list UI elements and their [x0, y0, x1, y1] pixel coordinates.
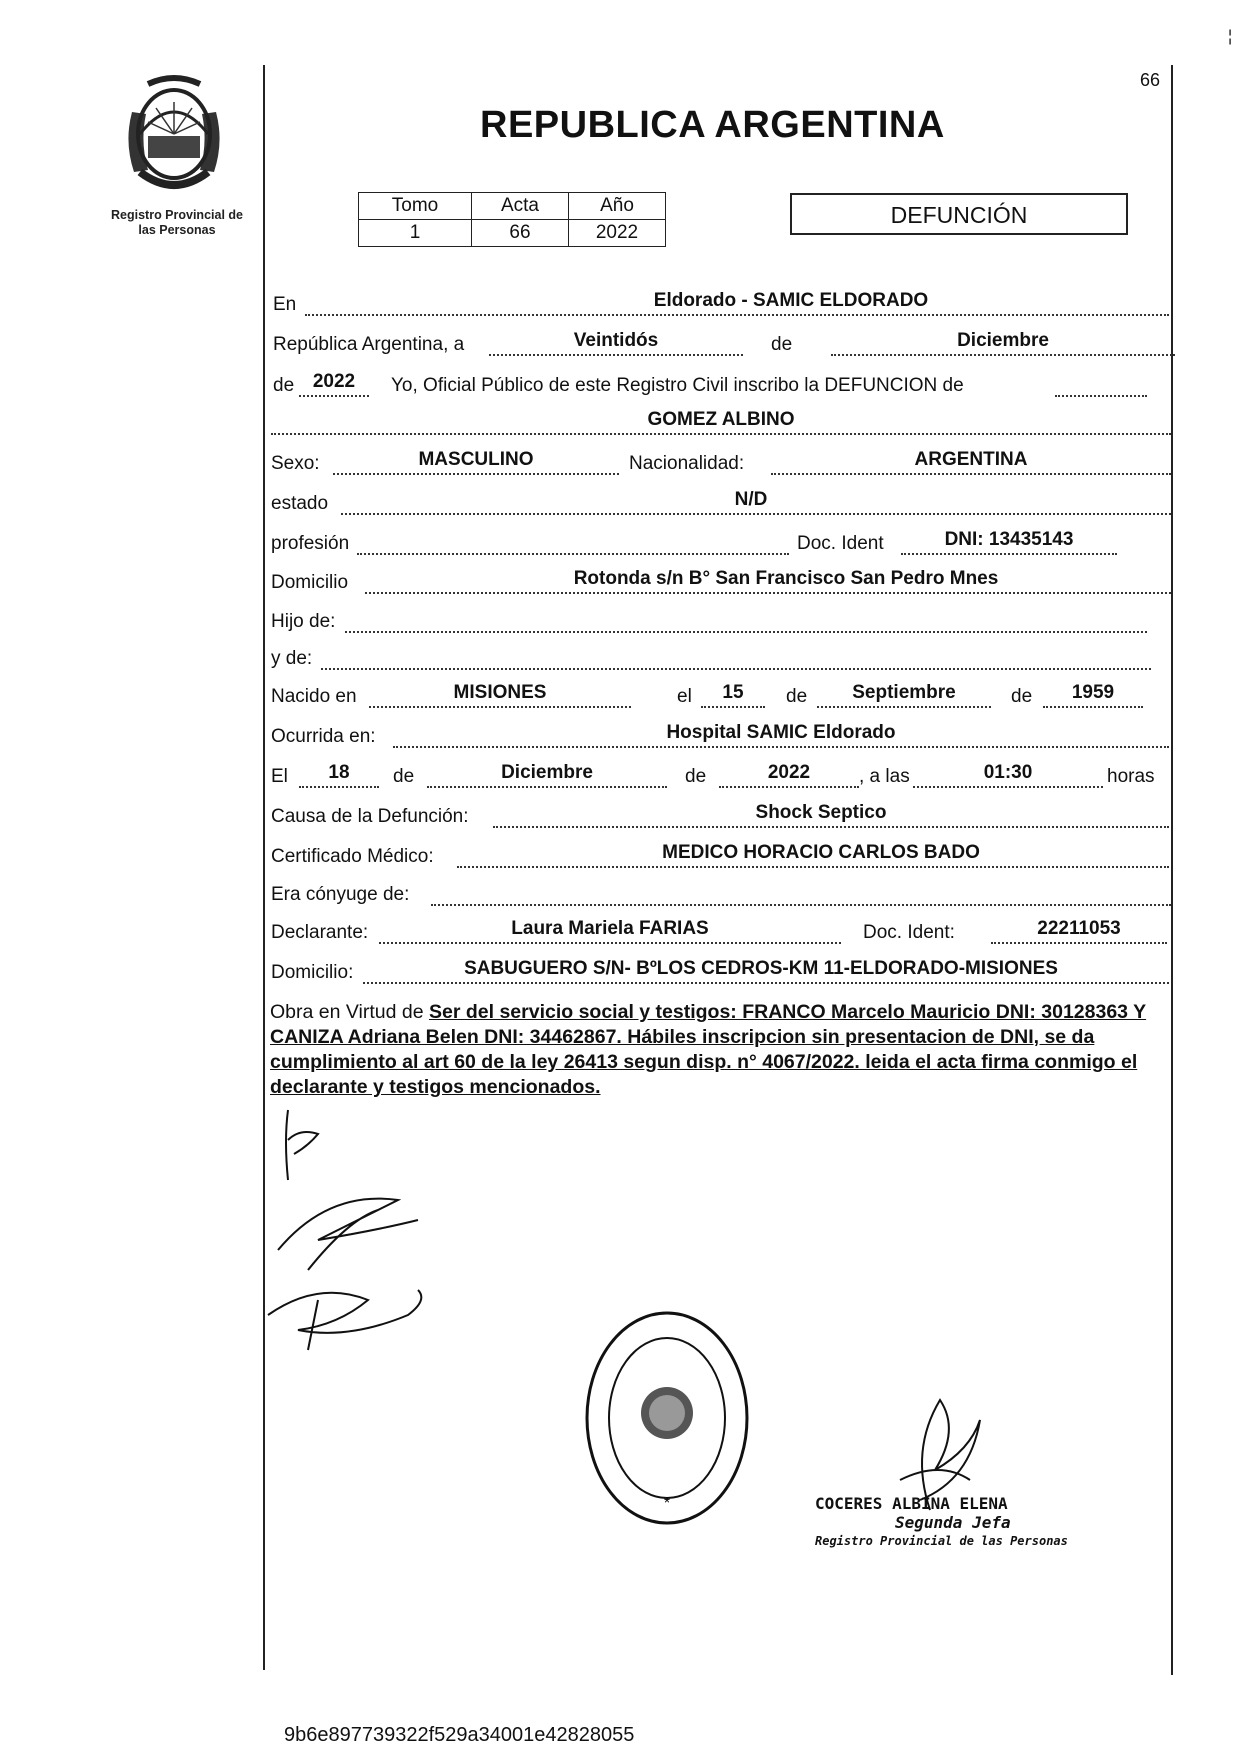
left-border: [263, 65, 265, 1670]
dots: [299, 786, 379, 788]
row-en: [271, 288, 1171, 318]
day-words: Veintidós: [573, 330, 659, 351]
republica-label: República Argentina, a: [273, 334, 465, 355]
row-deceased-name: [271, 407, 1171, 437]
dots: [333, 473, 619, 475]
dots: [345, 631, 1147, 633]
official-org: Registro Provincial de las Personas: [815, 1534, 1068, 1548]
de-label: de: [786, 686, 808, 707]
y-de-label: y de:: [271, 648, 313, 669]
witness-signatures: [258, 1100, 438, 1360]
act-table-value-row: [359, 220, 666, 247]
svg-text:*: *: [663, 1495, 671, 1512]
nacido-value: MISIONES: [453, 682, 547, 703]
official-block: [815, 1494, 1068, 1551]
dots: [379, 942, 841, 944]
dots: [431, 904, 1171, 906]
causa-value: Shock Septico: [755, 802, 887, 823]
tomo-value: 1: [359, 220, 472, 247]
row-causa: [271, 800, 1171, 830]
declarante-label: Declarante:: [271, 922, 369, 943]
dots: [365, 592, 1171, 594]
edge-mark: ¦: [1228, 28, 1233, 45]
dots: [299, 395, 369, 397]
de-label: de: [1011, 686, 1033, 707]
death-day: 18: [328, 762, 350, 783]
dots: [771, 473, 1171, 475]
dots: [489, 354, 743, 356]
sexo-label: Sexo:: [271, 453, 320, 474]
dots: [719, 786, 859, 788]
right-border: [1171, 65, 1173, 1675]
domicilio-value: Rotonda s/n B° San Francisco San Pedro Mnes: [573, 568, 999, 589]
registry-label: Registro Provincial de las Personas: [111, 208, 243, 237]
domicilio-label: Domicilio: [271, 572, 349, 593]
page-number: 66: [1140, 70, 1161, 90]
estado-value: N/D: [734, 489, 768, 510]
deceased-name: GOMEZ ALBINO: [647, 409, 795, 430]
decl-doc-value: 22211053: [1037, 918, 1121, 939]
row-year-intro: [271, 369, 1171, 399]
doc-value: DNI: 13435143: [944, 529, 1074, 550]
dots: [991, 942, 1167, 944]
en-value: Eldorado - SAMIC ELDORADO: [653, 290, 929, 311]
decl-domicilio-value: SABUGUERO S/N- BºLOS CEDROS-KM 11-ELDORADO-MISIONES: [464, 958, 1058, 979]
sexo-value: MASCULINO: [418, 449, 534, 470]
dots: [493, 826, 1169, 828]
de-label: de: [685, 766, 707, 787]
birth-day: 15: [722, 682, 744, 703]
profesion-label: profesión: [271, 533, 350, 554]
official-role: Segunda Jefa: [895, 1513, 1011, 1532]
official-name: COCERES ALBINA ELENA: [815, 1494, 1008, 1513]
dots: [913, 786, 1103, 788]
record-type-box: DEFUNCIÓN: [790, 193, 1128, 235]
dots: [305, 314, 1169, 316]
row-republica: [271, 328, 1171, 358]
horas-label: horas: [1107, 766, 1155, 787]
obra-prefix: Obra en Virtud de: [270, 1001, 429, 1023]
doc-label: Doc. Ident: [797, 533, 884, 554]
decl-doc-label: Doc. Ident:: [863, 922, 955, 943]
dots: [321, 668, 1151, 670]
decl-domicilio-label: Domicilio:: [271, 962, 354, 983]
nacionalidad-value: ARGENTINA: [914, 449, 1028, 470]
row-profesion: [271, 527, 1171, 557]
act-table-header-row: [359, 193, 666, 220]
document-hash: 9b6e897739322f529a34001e42828055: [284, 1724, 635, 1746]
dots: [831, 354, 1175, 356]
dots: [369, 706, 631, 708]
dots: [357, 553, 789, 555]
de-label: de: [393, 766, 415, 787]
registry-stamp: [582, 1308, 752, 1528]
dots: [817, 706, 991, 708]
row-sexo: [271, 447, 1171, 477]
row-y-de: [271, 642, 1171, 672]
death-month: Diciembre: [501, 762, 593, 783]
de-label: de: [771, 334, 793, 355]
row-death-date: [271, 760, 1171, 790]
row-domicilio: [271, 566, 1171, 596]
el-label: el: [677, 686, 692, 707]
dots: [363, 982, 1169, 984]
col-acta-header: Acta: [472, 193, 569, 220]
anio-value: 2022: [569, 220, 666, 247]
dots: [341, 513, 1171, 515]
dots: [271, 433, 1171, 435]
dots: [457, 866, 1169, 868]
dots: [393, 746, 1169, 748]
dots: [901, 553, 1117, 555]
act-table: [358, 192, 666, 247]
en-label: En: [273, 294, 297, 315]
declarante-value: Laura Mariela FARIAS: [511, 918, 709, 939]
hijo-label: Hijo de:: [271, 611, 336, 632]
col-tomo-header: Tomo: [359, 193, 472, 220]
month-value: Diciembre: [957, 330, 1049, 351]
row-certificado: [271, 840, 1171, 870]
row-declarante: [271, 916, 1171, 946]
dots: [1043, 706, 1143, 708]
year-value: 2022: [312, 371, 356, 392]
row-nacido: [271, 680, 1171, 710]
row-hijo-de: [271, 605, 1171, 635]
dots: [701, 706, 765, 708]
obra-paragraph: [270, 1000, 1170, 1100]
birth-year: 1959: [1071, 682, 1115, 703]
certificado-label: Certificado Médico:: [271, 846, 434, 867]
row-decl-domicilio: [271, 956, 1171, 986]
intro-text: Yo, Oficial Público de este Registro Civil inscribo la DEFUNCION de: [391, 375, 964, 396]
nacido-label: Nacido en: [271, 686, 357, 707]
col-anio-header: Año: [569, 193, 666, 220]
el-label: El: [271, 766, 288, 787]
dots: [427, 786, 667, 788]
row-estado: [271, 487, 1171, 517]
row-ocurrida: [271, 720, 1171, 750]
estado-label: estado: [271, 493, 329, 514]
ocurrida-label: Ocurrida en:: [271, 726, 376, 747]
provincial-seal-logo: [118, 72, 230, 202]
conyuge-label: Era cónyuge de:: [271, 884, 410, 905]
nacionalidad-label: Nacionalidad:: [629, 453, 745, 474]
dots: [1055, 395, 1147, 397]
birth-month: Septiembre: [852, 682, 956, 703]
certificado-value: MEDICO HORACIO CARLOS BADO: [662, 842, 980, 863]
page-title: REPUBLICA ARGENTINA: [480, 104, 945, 146]
de-label: de: [273, 375, 295, 396]
obra-text: Ser del servicio social y testigos: FRANCO Marcelo Mauricio DNI: 30128363 Y CANIZA Adriana Belen DNI: 34462867. Hábiles inscripcion sin presentacion de DNI, se da cumplimiento al art 60 de la ley 26413 segun disp. n° 4067/2022. leida el acta firma conmigo el declarante y testigos mencionados.: [270, 1001, 1147, 1098]
row-conyuge: [271, 878, 1171, 908]
causa-label: Causa de la Defunción:: [271, 806, 469, 827]
acta-value: 66: [472, 220, 569, 247]
a-las-label: , a las: [859, 766, 910, 787]
ocurrida-value: Hospital SAMIC Eldorado: [666, 722, 896, 743]
death-time: 01:30: [983, 762, 1033, 783]
death-year: 2022: [767, 762, 811, 783]
